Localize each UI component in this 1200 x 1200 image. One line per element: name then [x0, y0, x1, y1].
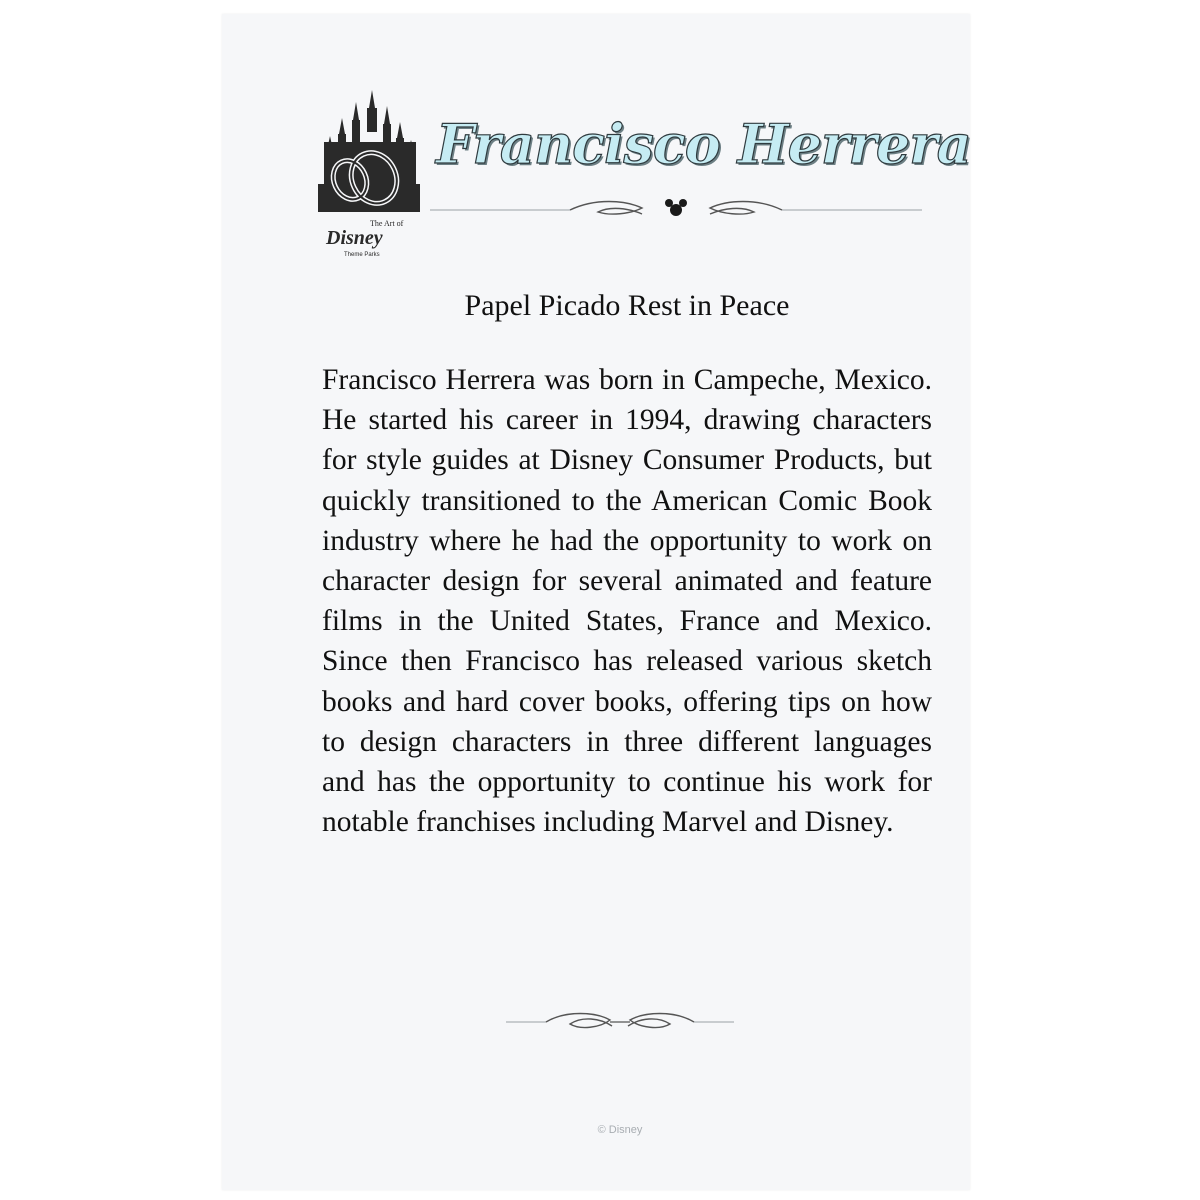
- footer-flourish-divider: [506, 1006, 734, 1036]
- artist-biography: Francisco Herrera was born in Campeche, Mexico. He started his career in 1994, drawing characters for style guides at Disney Consumer Products, but quickly transitioned to the American Comic Book industry where he had the opportunity to work on character design for several animated and feature films in the United States, France and Mexico. Since then Francisco has released various sketch books and hard cover books, offering tips on how to design characters in three different languages and has the opportunity to continue his work for notable franchises including Marvel and Disney.: [322, 364, 932, 839]
- header-flourish-divider: [430, 192, 922, 222]
- mickey-icon: [665, 199, 687, 216]
- castle-logo-icon: [312, 88, 424, 260]
- logo-line3: Theme Parks: [344, 252, 380, 258]
- piece-title: Papel Picado Rest in Peace: [464, 289, 790, 322]
- logo-line1: The Art of: [370, 219, 404, 228]
- artist-name: Francisco Herrera: [436, 112, 971, 176]
- logo-brand: Disney: [326, 227, 383, 249]
- copyright-notice: © Disney: [597, 1124, 643, 1136]
